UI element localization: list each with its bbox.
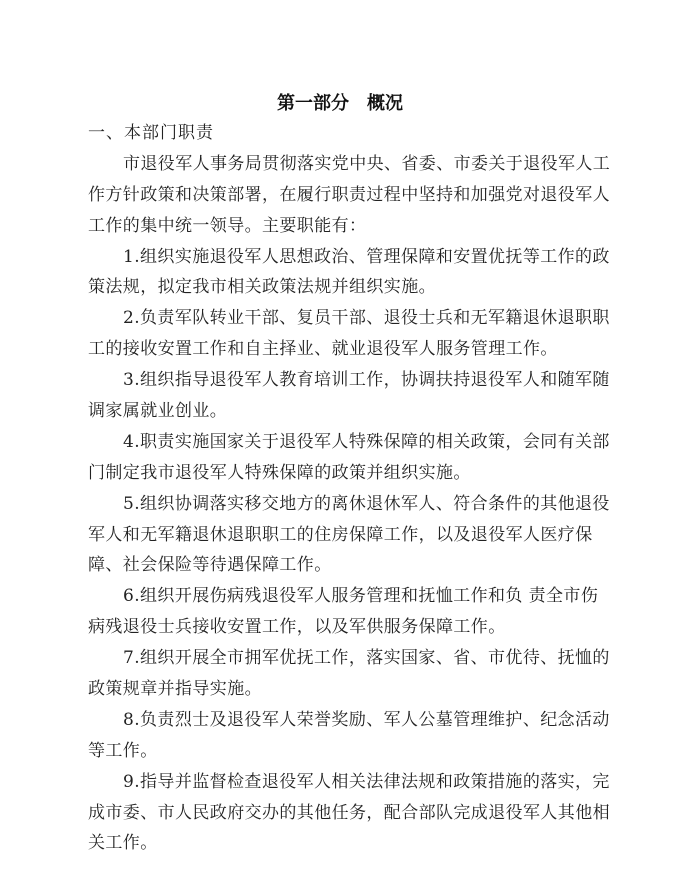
document-body [88, 118, 618, 859]
duty-item-5 [88, 489, 618, 582]
text-line: 成市委、市人民政府交办的其他任务，配合部队完成退役军人其他相 [88, 802, 610, 823]
text-line: 关工作。 [88, 833, 158, 854]
text-line: 策法规，拟定我市相关政策法规并组织实施。 [88, 277, 436, 298]
text-line: 军人和无军籍退休退职职工的住房保障工作，以及退役军人医疗保 [88, 524, 593, 545]
duty-item-1 [88, 242, 618, 304]
text-line: 工作的集中统一领导。主要职能有： [88, 215, 367, 236]
text-line: 9.指导并监督检查退役军人相关法律法规和政策措施的落实，完 [123, 771, 610, 792]
duty-item-6 [88, 581, 618, 643]
text-line: 7.组织开展全市拥军优抚工作，落实国家、省、市优待、抚恤的 [123, 648, 610, 669]
section-heading: 一、本部门职责 [88, 123, 214, 143]
text-line: 3.组织指导退役军人教育培训工作，协调扶持退役军人和随军随 [123, 370, 610, 391]
duty-item-2 [88, 303, 618, 365]
duty-item-4 [88, 427, 618, 489]
text-line: 病残退役士兵接收安置工作，以及军供服务保障工作。 [88, 617, 506, 638]
page-title: 第一部分 概况 [277, 93, 403, 114]
text-line: 调家属就业创业。 [88, 401, 228, 422]
text-line: 2.负责军队转业干部、复员干部、退役士兵和无军籍退休退职职 [123, 308, 610, 329]
text-line: 等工作。 [88, 740, 158, 761]
intro-paragraph [88, 149, 618, 242]
text-line: 1.组织实施退役军人思想政治、管理保障和安置优抚等工作的政 [123, 246, 610, 267]
text-line: 政策规章并指导实施。 [88, 679, 262, 700]
text-line: 作方针政策和决策部署，在履行职责过程中坚持和加强党对退役军人 [88, 184, 610, 205]
text-line: 5.组织协调落实移交地方的离休退休军人、符合条件的其他退役 [123, 493, 610, 514]
text-line: 障、社会保险等待遇保障工作。 [88, 555, 332, 576]
duty-item-3 [88, 365, 618, 427]
text-line: 门制定我市退役军人特殊保障的政策并组织实施。 [88, 462, 471, 483]
text-line: 8.负责烈士及退役军人荣誉奖励、军人公墓管理维护、纪念活动 [123, 709, 610, 730]
text-line: 6.组织开展伤病残退役军人服务管理和抚恤工作和负 责全市伤 [123, 586, 599, 607]
text-line: 市退役军人事务局贯彻落实党中央、省委、市委关于退役军人工 [123, 153, 611, 174]
duty-item-9 [88, 767, 618, 860]
duty-item-7 [88, 643, 618, 705]
text-line: 工的接收安置工作和自主择业、就业退役军人服务管理工作。 [88, 339, 558, 360]
duty-item-8 [88, 705, 618, 767]
text-line: 4.职责实施国家关于退役军人特殊保障的相关政策，会同有关部 [123, 431, 610, 452]
